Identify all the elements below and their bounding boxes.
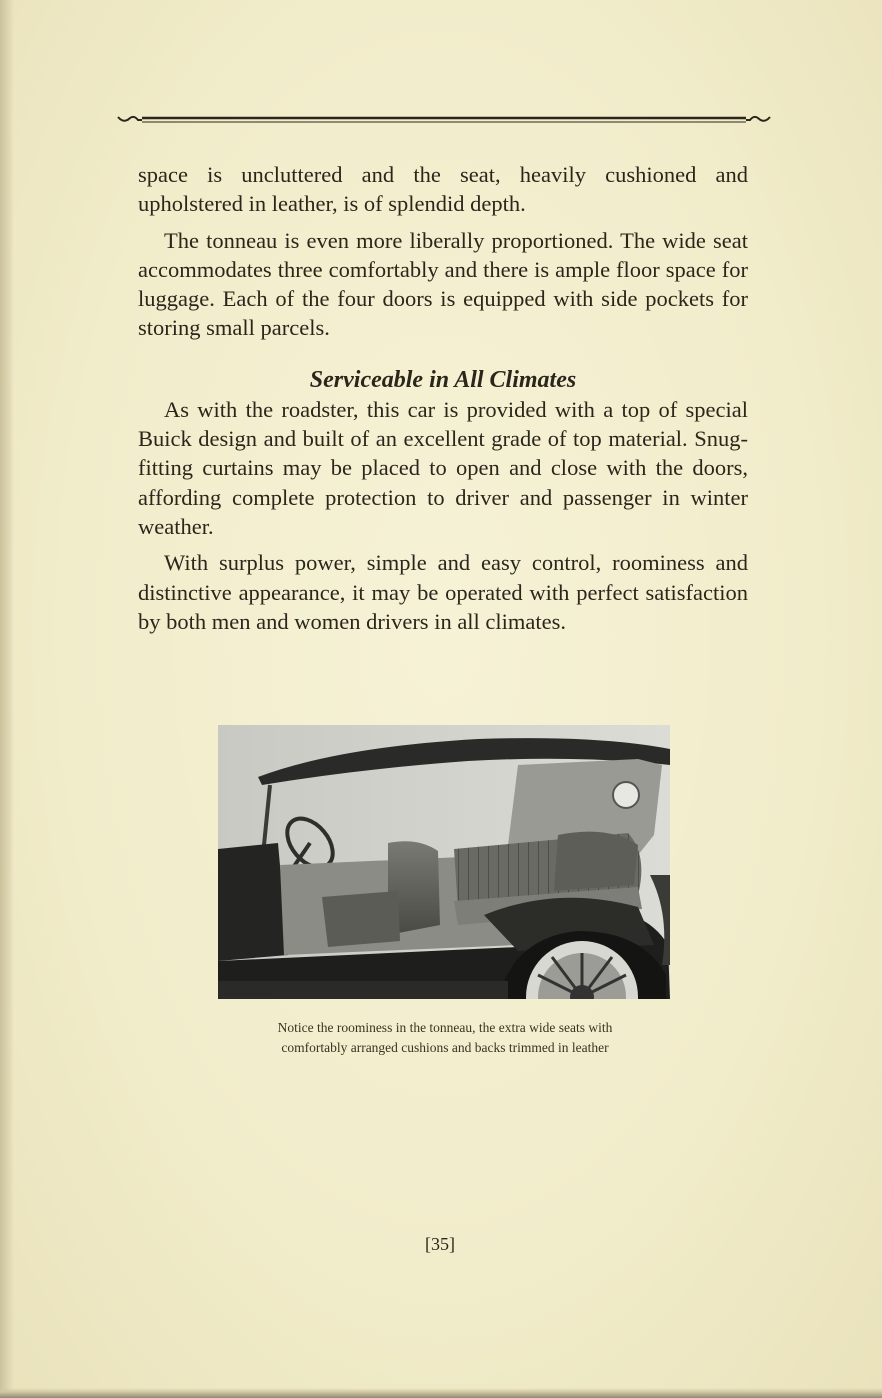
page-binding-shadow	[0, 0, 14, 1398]
paragraph-tonneau: The tonneau is even more liberally proportioned. The wide seat accommodates three comfortably and there is ample floor space for luggage. Each of the four doors is equipped with side pockets for storing small parcels.	[138, 227, 748, 341]
car-interior-photo	[218, 725, 670, 999]
photo-caption	[160, 1018, 730, 1058]
section-heading: Serviceable in All Climates	[309, 366, 577, 393]
paragraph-surplus-power: With surplus power, simple and easy control, roominess and distinctive appearance, it may be operated with perfect satisfaction by both men and women drivers in all climates.	[138, 550, 748, 634]
header-rule-ornament	[116, 112, 772, 128]
paragraph-top-material: As with the roadster, this car is provided with a top of special Buick design and built of an excellent grade of top material. Snug-fitting curtains may be placed to open and close with the doors, affording complete protection to driver and passenger in winter weather.	[138, 396, 748, 539]
page-number: [35]	[425, 1234, 455, 1254]
paragraph-continued: space is uncluttered and the seat, heavily cushioned and upholstered in leather, is of splendid depth.	[138, 162, 748, 217]
body-text	[138, 160, 748, 636]
page-bottom-edge	[0, 1388, 882, 1398]
caption-line-1: Notice the roominess in the tonneau, the extra wide seats with	[277, 1020, 613, 1035]
caption-line-2: comfortably arranged cushions and backs trimmed in leather	[281, 1040, 609, 1055]
